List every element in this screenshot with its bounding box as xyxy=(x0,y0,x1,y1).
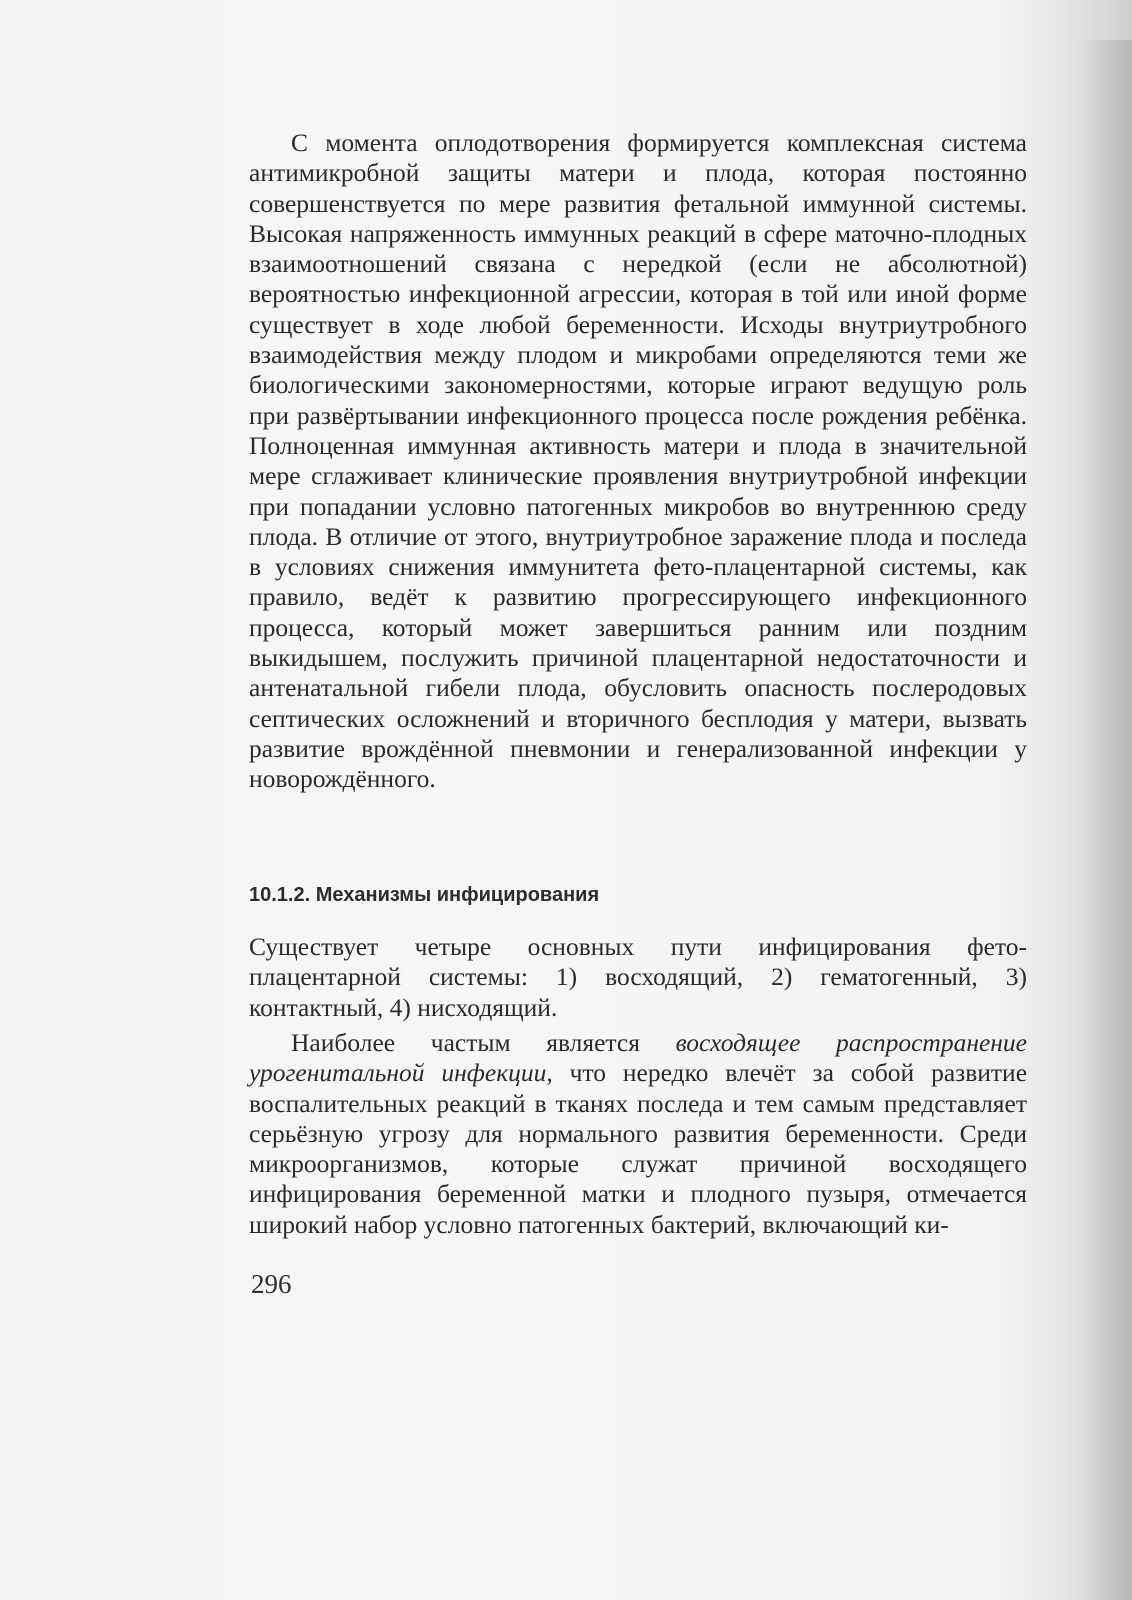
paragraph-3-italic-term: восходящее распространение урогенитальной инфекции, xyxy=(249,1028,1027,1088)
paragraph-1-text: С момента оплодотворения формируется комплексная система антимикробной защиты матери и плода, которая постоянно совершенствуется по мере развития фетальной иммунной системы. Высокая напряженность иммунных реакций в сфере маточно-плодных взаимоотношений связана с нередкой (если не абсолютной) вероятностью инфекционной агрессии, которая в той или иной форме существует в ходе любой беременности. Исходы внутриутробного взаимодействия между плодом и микробами определяются теми же биологическими закономерностями, которые играют ведущую роль при развёртывании инфекционного процесса после рождения ребёнка. Полноценная иммунная активность матери и плода в значительной мере сглаживает клинические проявления внутриутробной инфекции при попадании условно патогенных микробов во внутреннюю среду плода. В отличие от этого, внутриутробное заражение плода и последа в условиях снижения иммунитета фето-плацентарной системы, как правило, ведёт к развитию прогрессирующего инфекционного процесса, который может завершиться ранним или поздним выкидышем, послужить причиной плацентарной недостаточности и антенатальной гибели плода, обусловить опасность послеродовых септических осложнений и вторичного бесплодия у матери, вызвать развитие врождённой пневмонии и генерализованной инфекции у новорождённого. xyxy=(249,128,1027,794)
paragraph-ascending-infection xyxy=(249,1028,1027,1240)
section-heading: 10.1.2. Механизмы инфицирования xyxy=(249,884,600,906)
paragraph-3-text xyxy=(249,1028,1027,1240)
page-number: 296 xyxy=(251,1269,292,1299)
paragraph-immune-defense xyxy=(249,128,1027,795)
paragraph-3-rest: что нередко влечёт за собой развитие воспалительных реакций в тканях последа и тем самым представляет серьёзную угрозу для нормального развития беременности. Среди микроорганизмов, которые служат причиной восходящего инфицирования беременной матки и плодного пузыря, отмечается широкий набор условно патогенных бактерий, включающий ки- xyxy=(249,1058,1028,1239)
paragraph-3-start: Наиболее частым является xyxy=(291,1028,676,1057)
paragraph-infection-routes xyxy=(249,932,1027,1023)
paragraph-2-text: Существует четыре основных пути инфицирования фето-плацентарной системы: 1) восходящий, 2) гематогенный, 3) контактный, 4) нисходящий. xyxy=(249,932,1027,1022)
binding-shadow xyxy=(1072,40,1132,1600)
